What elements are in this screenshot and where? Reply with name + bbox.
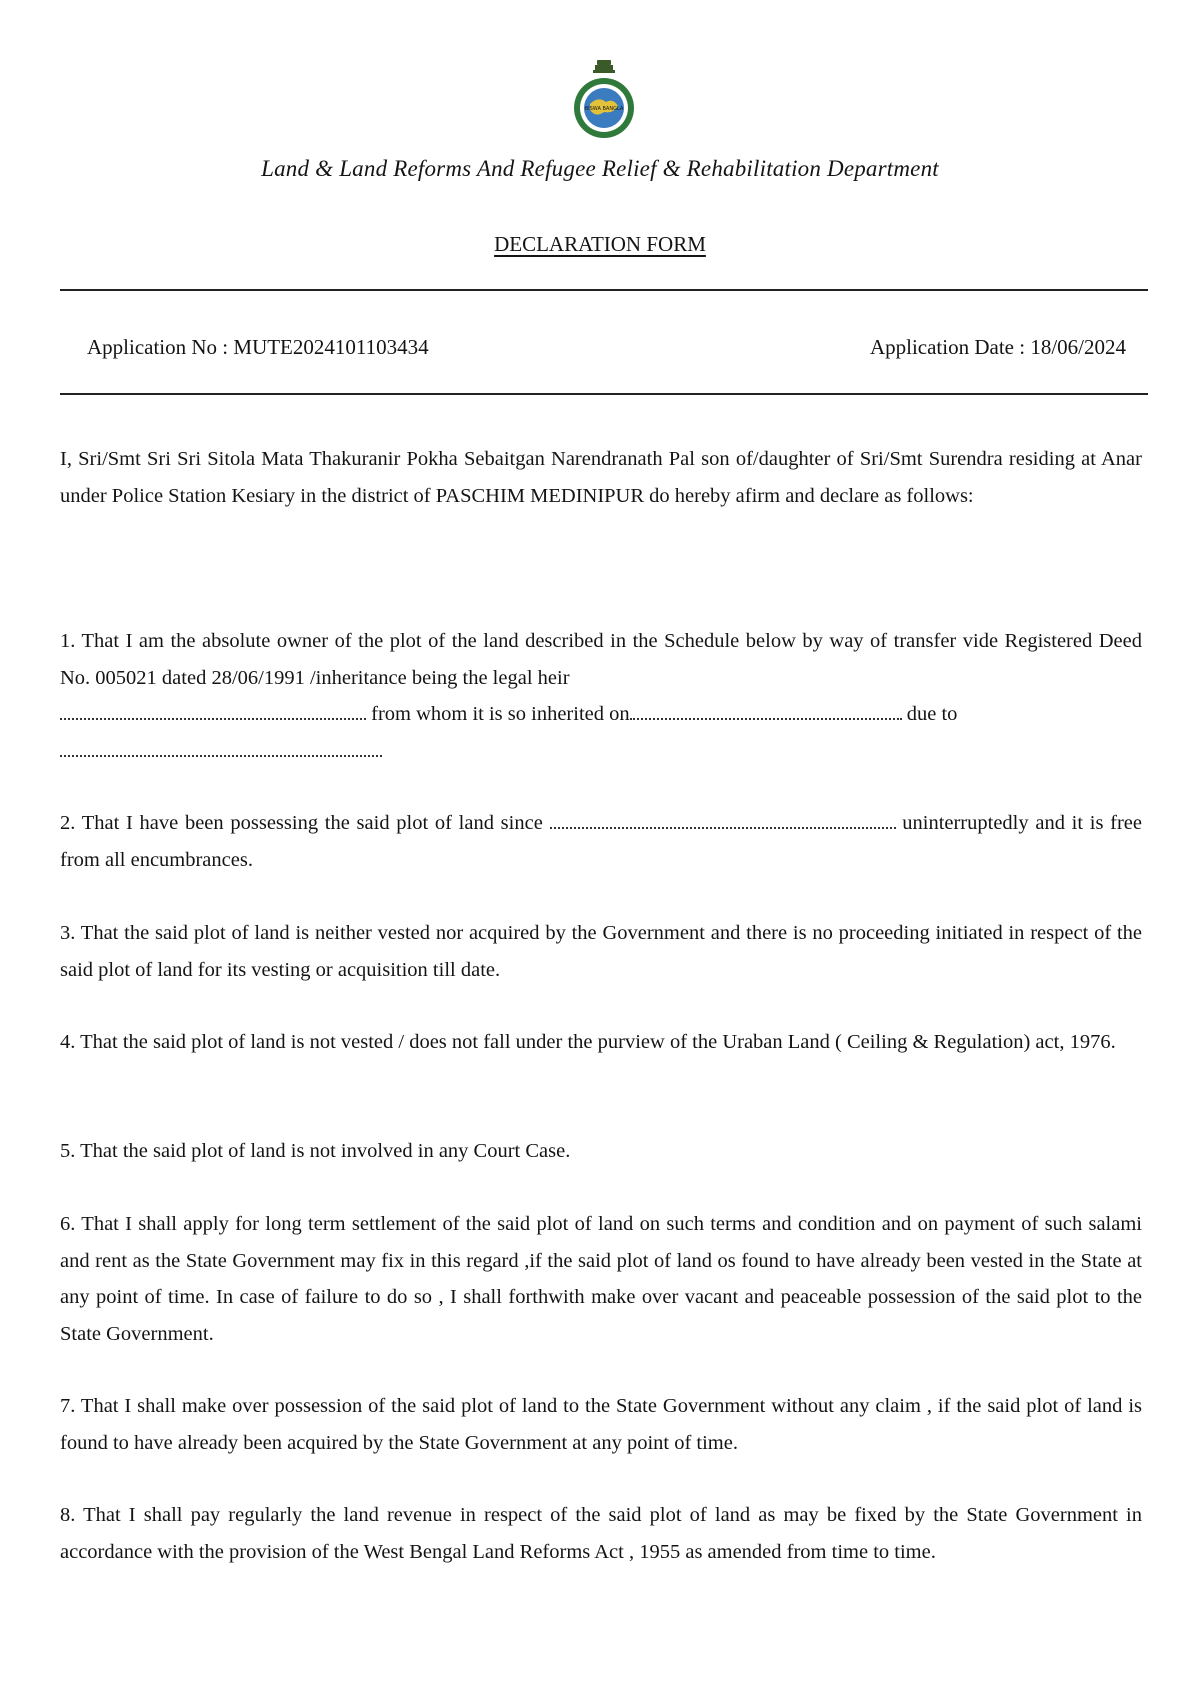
department-name: Land & Land Reforms And Refugee Relief & Rehabilitation Department xyxy=(261,156,939,181)
clause-6: 6. That I shall apply for long term settlement of the said plot of land on such terms and condition and on payment of such salami and rent as the State Government may fix in this regard ,if the said plot of land os found to have already been vested in the State at any point of time. In case of failure to do so , I shall forthwith make over vacant and peaceable possession of the said plot to the State Government. xyxy=(60,1213,1142,1345)
top-divider xyxy=(60,289,1148,291)
declaration-intro: I, Sri/Smt Sri Sri Sitola Mata Thakuranir Pokha Sebaitgan Narendranath Pal son of/daughter of Sri/Smt Surendra residing at Anar under Police Station Kesiary in the district of PASCHIM MEDINIPUR do hereby afirm and declare as follows: xyxy=(60,448,1142,507)
blank-inherited-reason xyxy=(60,737,382,757)
blank-possession-since xyxy=(550,809,896,829)
form-title: DECLARATION FORM xyxy=(494,232,706,256)
government-emblem-logo xyxy=(563,58,645,140)
clause-5: 5. That the said plot of land is not involved in any Court Case. xyxy=(60,1140,571,1162)
bottom-divider xyxy=(60,393,1148,395)
blank-inherited-date xyxy=(630,700,902,720)
clause-3: 3. That the said plot of land is neither vested nor acquired by the Government and there is no proceeding initiated in respect of the said plot of land for its vesting or acquisition till date. xyxy=(60,922,1142,981)
application-date: Application Date : 18/06/2024 xyxy=(869,335,1126,359)
clause-7: 7. That I shall make over possession of the said plot of land to the State Government without any claim , if the said plot of land is found to have already been acquired by the State Government at any point of time. xyxy=(60,1395,1142,1454)
clause-2: 2. That I have been possessing the said plot of land since uninterruptedly and it is free from all encumbrances. xyxy=(60,805,1142,878)
blank-heir-name xyxy=(60,700,366,720)
application-number: Application No : MUTE2024101103434 xyxy=(87,335,429,359)
clause-8: 8. That I shall pay regularly the land revenue in respect of the said plot of land as may be fixed by the State Government in accordance with the provision of the West Bengal Land Reforms Act , 1955 as amended from time to time. xyxy=(60,1504,1142,1563)
lion-capital-icon xyxy=(593,60,615,73)
clause-1: 1. That I am the absolute owner of the plot of the land described in the Schedule below by way of transfer vide Registered Deed No. 005021 dated 28/06/1991 /inheritance being the legal heir from whom it is so inherited on due to xyxy=(60,623,1142,769)
clause-4: 4. That the said plot of land is not vested / does not fall under the purview of the Uraban Land ( Ceiling & Regulation) act, 1976. xyxy=(60,1031,1116,1053)
svg-text:BISWA BANGLA: BISWA BANGLA xyxy=(584,106,624,112)
